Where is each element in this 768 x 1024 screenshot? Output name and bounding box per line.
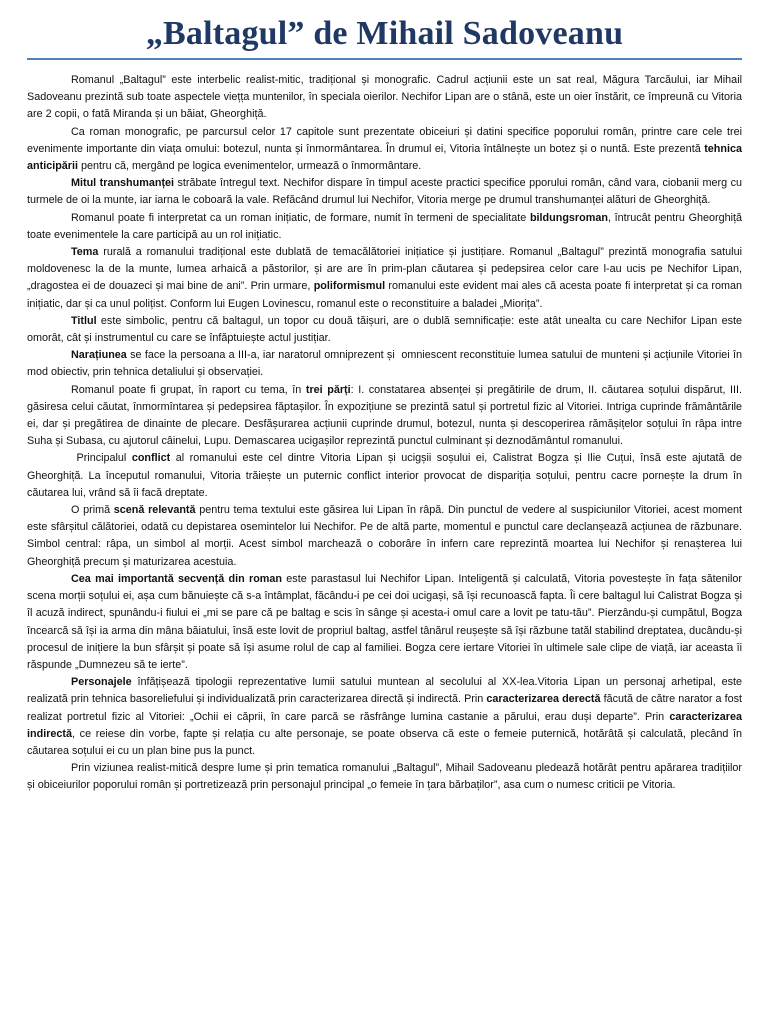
paragraph: Principalul conflict al romanului este cel dintre Vitoria Lipan și ucigșii soșului ei, Calistrat Bogza și Ilie Cuțui, însă este ajutată de Gheorghiță. La începutul romanului, Vitoria trăiește un puternic conflict interior provocat de dispariția soțului, pentru cacre pornește la drum în căutarea lui, vrând să îi facă dreptate. — [27, 452, 743, 499]
paragraph: Personajele înfățișează tipologii reprezentative lumii satului muntean al secolului al XX-lea.Vitoria Lipan un personaj arhetipal, este realizată prin tehnica basoreliefului și individualizată prin caracterizarea directă și indirectă. Prin caracterizarea derectă făcută de către narator a fost realizat portretul fizic al Vitoriei: „Ochii ei căprii, în care parcă se răsfrânge lumina castanie a părului, erau duși departe”. Prin caracterizarea indirectă, ce reiese din vorbe, fapte și relația cu alte personaje, se poate observa că este o femeie puternică, hotărâtă și calculată, plecând în căutarea soțului ei cu un plan bine pus la punct. — [27, 676, 742, 757]
paragraph: Mitul transhumanței străbate întregul text. Nechifor dispare în timpul aceste practici specifice pporului român, când vara, ciobanii merg cu turmele de oi la munte, iar iarna le coboară la vale. Refăcând drumul lui Nechifor, Vitoria merge pe drumul transhumanței alături de Gheorghiță. — [27, 177, 742, 207]
paragraph: Narațiunea se face la persoana a III-a, iar naratorul omniprezent și omniescent reconstituie lumea satului de munteni și acțiunile Vitoriei în mod obiectiv, prin tehnica detaliului și observației. — [27, 349, 742, 379]
paragraph: O primă scenă relevantă pentru tema textului este găsirea lui Lipan în râpă. Din punctul de vedere al suspiciunilor Vitoriei, acest moment este sfârșitul călătoriei, odată cu depistarea osemintelor lui Nechifor. Pe de altă parte, momentul e punctul care declanșează acțiunea de răzbunare. Simbol central: râpa, un simbol al morții. Acest simbol marchează o coborâre în infern care reprezintă moartea lui Nechifor și renașterea lui Gheorghiță precum și maturizarea acestuia. — [27, 504, 742, 568]
paragraph: Tema rurală a romanului tradițional este dublată de temacălătoriei inițiatice și justițiare. Romanul „Baltagul” prezintă monografia satului moldovenesc la de la munte, lumea arhaică a păstorilor, și are are în prim-plan căutarea și pedepsirea celor care l-au ucis pe Nechifor Lipan, „dragostea ei de douazeci și mai bine de ani”. Prin urmare, poliformismul romanului este evident mai ales că acesta poate fi interpretat și ca roman inițiatic, dar și ca unul polițist. Conform lui Eugen Lovinescu, romanul este o reconstituire a baladei „Miorița”. — [27, 246, 742, 310]
paragraph: Romanul „Baltagul” este interbelic realist-mitic, tradițional și monografic. Cadrul acțiunii este un sat real, Măgura Tarcăului, iar Mihail Sadoveanu prezintă sub toate aspectele viețța muntenilor, în speciala oierilor. Nechifor Lipan are o stână, este un oier înstărit, ce împreună cu Vitoria are 2 copii, o fată Miranda și un băiat, Gheorghiță. — [27, 74, 742, 121]
paragraph: Titlul este simbolic, pentru că baltagul, un topor cu două tăișuri, are o dublă semnificație: este atât unealta cu care Nechifor Lipan este omorât, cât și instrumentul cu care se înfăptuiește actul justițiar. — [27, 314, 742, 345]
paragraph: Romanul poate fi interpretat ca un roman inițiatic, de formare, numit în termeni de specialitate bildungsroman, întrucât pentru Gheorghiță toate evenimentele la care participă au un rol inițiatic. — [27, 211, 742, 241]
paragraph: Prin viziunea realist-mitică despre lume și prin tematica romanului „Baltagul”, Mihail Sadoveanu pledează hotărât pentru apărarea tradițiilor și obiceiurilor poporului român și portretizează prin personajul principal „o femeie în țara bărbaților”, asa cum o numesc criticii pe Vitoria. — [27, 762, 742, 792]
paragraph: Cea mai importantă secvență din roman este parastasul lui Nechifor Lipan. Inteligentă și calculată, Vitoria povestește în fața sătenilor scena morții soțului ei, așa cum bănuiește că s-a întâmplat, făcându-i pe cei doi ucigași, să își recunoască fapta. Îi cere baltagul lui Calistrat Bogza și îl acuză indirect, spunându-i fiului ei „mi se pare că pe baltag e scis în sânge și acesta-i omul care a lovit pe tatu-tău”. Pierzându-și cumpătul, Bogza încearcă să își ia arma din mâna băiatului, însă este lovit de propriul baltag, astfel tânărul reușește să își răzbune tatăl stabilind dreptatea, ducându-și procesul de inițiere la bun sfârșit și poate să își asume rolul de cap al familiei. Bogza cere iertare Vitoriei în ultimele sale clipe de viață, iar aceasta îi răspunde „Dumnezeu să te ierte”. — [27, 572, 742, 671]
paragraph: Romanul poate fi grupat, în raport cu tema, în trei părți: I. constatarea absenței și pregătirile de drum, II. căutarea soțului dispărut, III. găsiresa celui căutat, înmormîntarea și pedepsirea făptașilor. În expozițiune se prezintă satul și portretul fizic al Vitoriei. Intriga cuprinde frământările ei, dar și pregătirea de dinainte de plecare. Desfășurarea acțiunii cuprinde drumul, botezul, nunta și descoperirea rămășițelor soțului în râpa intre Suha și Subasa, cu ajutorul câinelui, Lupu. Demascarea ucigașilor reprezintă punctul culminant și deznodământul romanului. — [27, 383, 743, 448]
document-body — [27, 72, 742, 795]
title-underline — [27, 58, 742, 60]
paragraph: Ca roman monografic, pe parcursul celor 17 capitole sunt prezentate obiceiuri și datini specifice poporului român, printre care cele trei evenimente importante din viața omului: botezul, nunta și înmormântarea. În drumul ei, Vitoria întâlnește un botez și o nuntă. Este prezentă tehnica anticipării pentru că, mergând pe logica evenimentelor, urmează o înmormântare. — [27, 125, 742, 173]
page-title: „Baltagul” de Mihail Sadoveanu — [145, 15, 624, 52]
